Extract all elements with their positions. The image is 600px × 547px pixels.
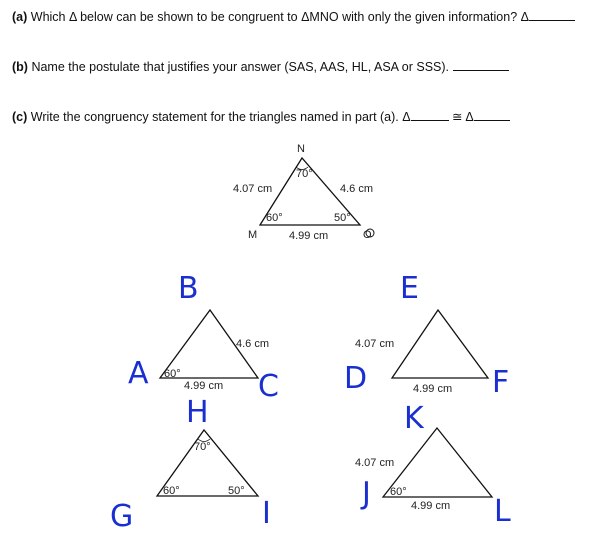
side-de-label: 4.07 cm — [355, 338, 395, 350]
vertex-g-handwritten: G — [110, 499, 134, 534]
triangle-def-shape — [392, 310, 488, 378]
angle-m-label: 60° — [266, 212, 283, 224]
angle-h-label: 70° — [194, 441, 211, 453]
angle-i-label: 50° — [228, 485, 245, 497]
congruent-symbol: ≅ Δ — [452, 110, 474, 124]
question-c-text: Write the congruency statement for the triangles named in part (a). Δ — [30, 110, 411, 124]
question-a-text: Which Δ below can be shown to be congruent to ΔMNO with only the given information? Δ — [30, 10, 529, 24]
vertex-a-handwritten: A — [128, 356, 149, 391]
side-jk-label: 4.07 cm — [355, 457, 395, 469]
vertex-m: M — [248, 229, 258, 241]
vertex-f-handwritten: F — [492, 365, 510, 400]
vertex-c-handwritten: C — [258, 369, 279, 404]
side-df-label: 4.99 cm — [413, 383, 453, 395]
triangle-mno — [233, 143, 374, 242]
side-bc-label: 4.6 cm — [236, 338, 270, 350]
side-ac-label: 4.99 cm — [184, 380, 224, 392]
vertex-d-handwritten: D — [344, 361, 368, 396]
vertex-i-handwritten: I — [262, 496, 271, 531]
vertex-e-handwritten: E — [400, 271, 419, 306]
triangle-jkl — [355, 401, 511, 529]
side-mo-label: 4.99 cm — [289, 230, 329, 242]
angle-g-label: 60° — [163, 485, 180, 497]
question-c-label: (c) — [12, 110, 28, 124]
vertex-b-handwritten: B — [178, 271, 199, 306]
vertex-k-handwritten: K — [404, 401, 424, 436]
vertex-h-handwritten: H — [186, 395, 209, 430]
triangle-def — [344, 271, 509, 400]
side-no-label: 4.6 cm — [340, 183, 374, 195]
question-a-label: (a) — [12, 10, 28, 24]
question-b-text: Name the postulate that justifies your answer (SAS, AAS, HL, ASA or SSS). — [31, 60, 450, 74]
triangle-abc — [128, 271, 279, 404]
angle-j-label: 60° — [390, 486, 407, 498]
side-jl-label: 4.99 cm — [411, 500, 451, 512]
question-b-label: (b) — [12, 60, 28, 74]
triangle-ghi — [110, 395, 271, 534]
vertex-l-handwritten: L — [494, 494, 511, 529]
angle-n-label: 70° — [296, 168, 313, 180]
side-mn-label: 4.07 cm — [233, 183, 273, 195]
vertex-j-handwritten: J — [362, 476, 371, 511]
vertex-n: N — [297, 143, 305, 155]
vertex-o: O — [363, 229, 372, 241]
angle-o-label: 50° — [334, 212, 351, 224]
angle-a-label: 60° — [164, 368, 181, 380]
